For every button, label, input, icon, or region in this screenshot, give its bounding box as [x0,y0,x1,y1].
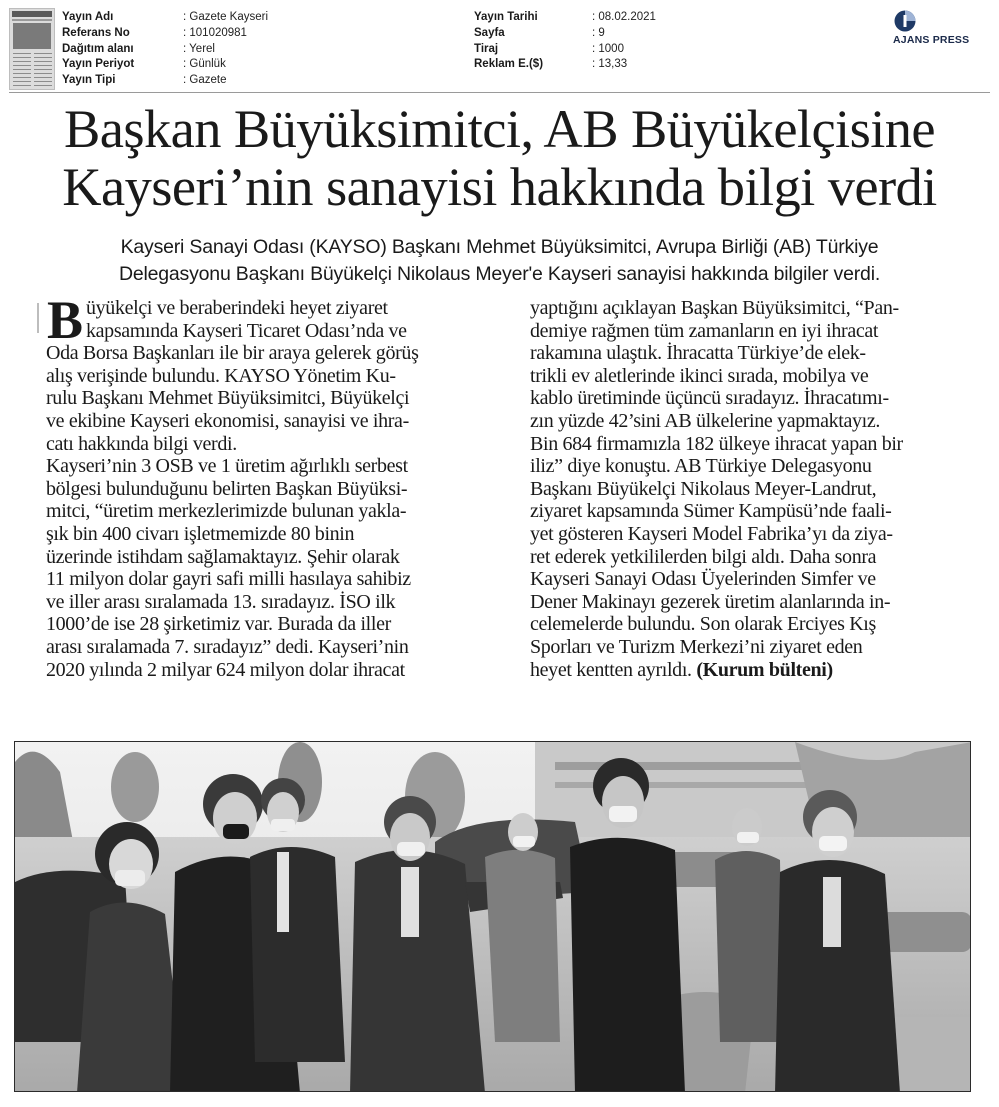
body-line: ve ekibine Kayseri ekonomisi, sanayisi ve ihra- [46,409,409,432]
body-line: 2020 yılında 2 milyar 624 milyon dolar ihracat [46,658,405,681]
body-line: celemelerde bulundu. Son olarak Erciyes Kış [530,613,876,636]
info-row: Tiraj : 1000 [474,42,624,55]
body-line: iliz” diye konuştu. AB Türkiye Delegasyonu [530,455,872,478]
body-line: Dener Makinayı gezerek üretim alanlarında in- [530,590,891,613]
body-line: ve iller arası sıralamada 13. sıradayız. İSO ilk [46,590,396,613]
article-column-right [530,297,990,681]
article-headline [12,100,987,216]
info-row: Yayın Tipi : Gazete [62,74,227,87]
body-line: kablo üretiminde üçüncü sıradayız. İhracatımı- [530,387,889,410]
body-line: Oda Borsa Başkanları ile bir araya gelerek görüş [46,342,419,365]
body-line: catı hakkında bilgi verdi. [46,432,237,455]
body-line: mitci, “üretim merkezlerimizde bulunan yakla- [46,500,407,523]
deck-line: Delegasyonu Başkanı Büyükelçi Nikolaus Meyer'e Kayseri sanayisi hakkında bilgiler verdi. [118,263,881,285]
body-line: ret ederek yetkililerden bilgi aldı. Daha sonra [530,545,877,568]
body-line: Başkanı Büyükelçi Nikolaus Meyer-Landrut, [530,477,877,500]
headline-line: Kayseri’nin sanayisi hakkında bilgi verdi [62,156,937,217]
delegation-group-photo [15,742,971,1092]
clip-info-left [62,10,268,89]
article-deck [12,234,987,288]
drop-cap: B [47,290,83,350]
body-line: arası sıralamada 7. sıradayız” dedi. Kayseri’nin [46,635,409,658]
body-line: Sporları ve Turizm Merkezi’ni ziyaret eden [530,635,863,658]
body-line: alış verişinde bulundu. KAYSO Yönetim Ku- [46,364,396,387]
info-row: Reklam E.($) : 13,33 [474,58,628,71]
body-line: Kayseri’nin 3 OSB ve 1 üretim ağırlıklı serbest [46,455,408,478]
body-line: rulu Başkanı Mehmet Büyüksimitci, Büyükelçi [46,387,410,410]
info-row: Sayfa : 9 [474,26,605,39]
body-line: Bin 684 firmamızla 182 ülkeye ihracat yapan bir [530,432,903,455]
last-line: heyet kentten ayrıldı. [530,658,692,681]
ajans-press-logo [893,10,989,50]
body-line: rakamına ulaştık. İhracatta Türkiye’de elek- [530,342,866,365]
body-line: zın yüzde 42’sini AB ülkelerine yapmaktayız. [530,409,881,432]
body-line: demiye rağmen tüm zamanların en iyi ihracat [530,319,879,342]
body-line: 1000’de ise 28 şirketimiz var. Burada da iller [46,613,391,636]
info-row: Yayın Adı : Gazete Kayseri [62,11,269,23]
body-line: yaptığını açıklayan Başkan Büyüksimitci, “Pan- [530,297,899,319]
body-line: bölgesi bulunduğunu belirten Başkan Büyüksi- [46,477,408,500]
body-line: trikli ev aletlerinde ikinci sırada, mobilya ve [530,364,869,387]
headline-line: Başkan Büyüksimitci, AB Büyükelçisine [64,98,935,159]
body-line: şık bin 400 civarı işletmemizde 80 binin [46,522,355,545]
info-row: Referans No : 101020981 [62,26,247,39]
body-line: kapsamında Kayseri Ticaret Odası’nda ve [86,319,407,342]
info-row: Yayın Tarihi : 08.02.2021 [474,11,656,23]
info-row: Yayın Periyot : Günlük [62,58,226,71]
body-line-final [530,659,990,682]
clip-info-right [474,10,656,73]
body-line: ziyaret kapsamında Sümer Kampüsü’nde faali- [530,500,892,523]
body-line: 11 milyon dolar gayri safi milli hasılaya sahibiz [46,568,411,591]
body-line: Kayseri Sanayi Odası Üyelerinden Simfer ve [530,568,876,591]
drop-cap-rule [37,303,39,333]
source-credit: (Kurum bülteni) [696,658,833,681]
info-row: Dağıtım alanı : Yerel [62,42,215,55]
deck-line: Kayseri Sanayi Odası (KAYSO) Başkanı Mehmet Büyüksimitci, Avrupa Birliği (AB) Türkiye [120,236,879,258]
body-line: yet gösteren Kayseri Model Fabrika’yı da ziya- [530,522,893,545]
article-photo [14,741,971,1092]
header-divider [9,92,990,93]
ajans-press-logo-icon [894,10,916,32]
ajans-press-logo-text: AJANS PRESS [893,34,970,46]
newspaper-page-thumbnail [9,8,55,90]
body-line: üzerinde istihdam sağlamaktayız. Şehir olarak [46,545,400,568]
article-column-left [46,290,506,681]
body-line: üyükelçi ve beraberindeki heyet ziyaret [86,297,388,319]
